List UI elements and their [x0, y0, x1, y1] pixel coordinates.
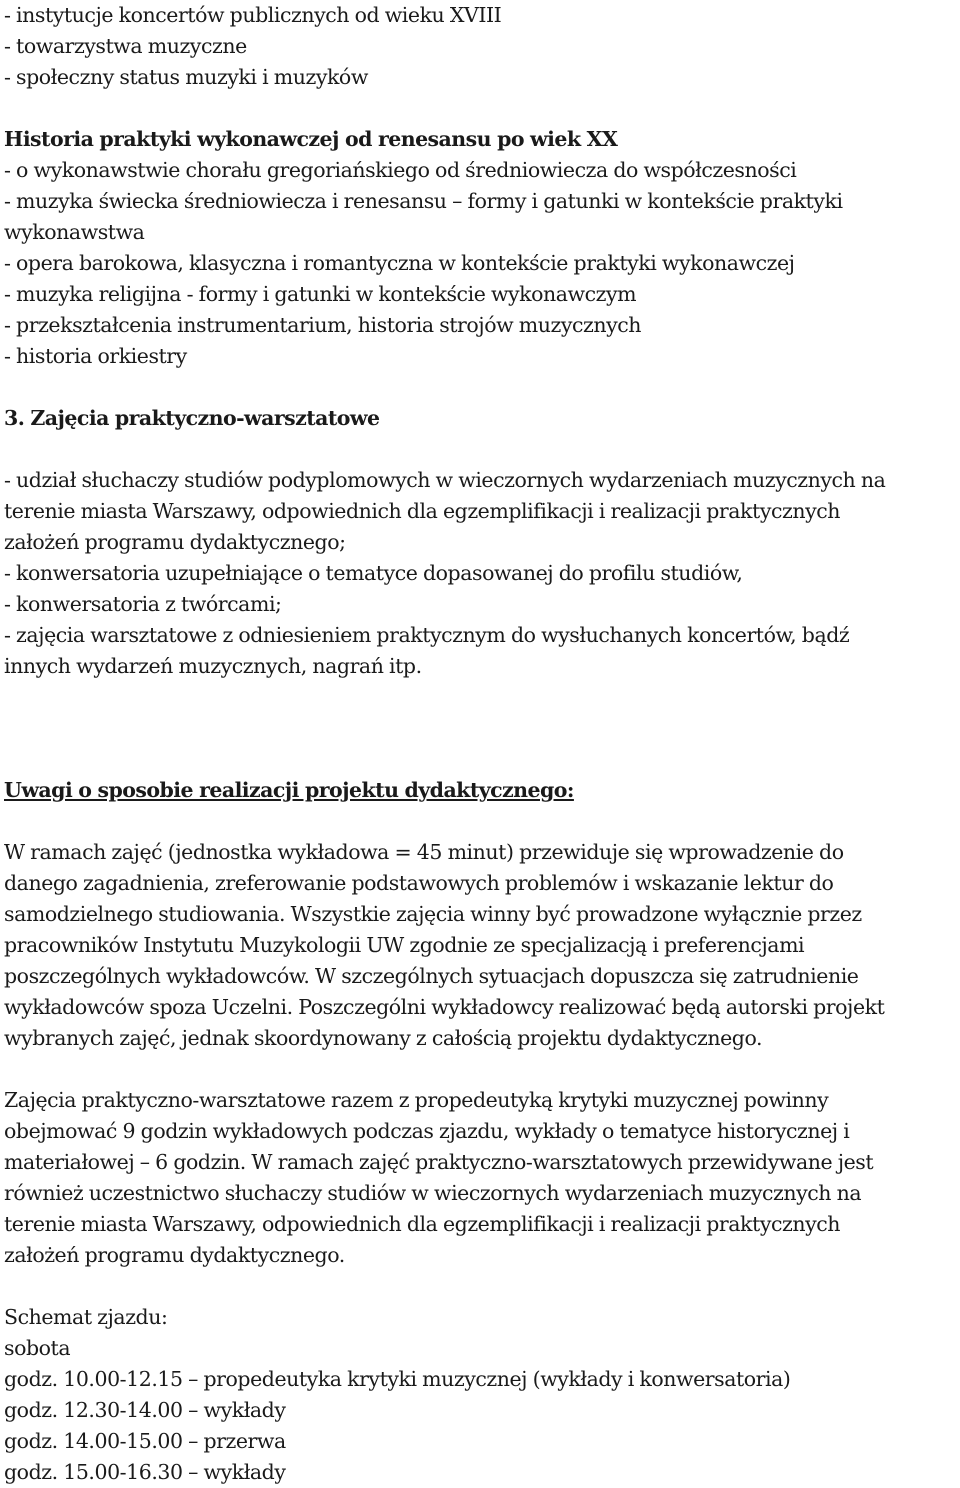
paragraph-line: również uczestnictwo słuchaczy studiów w wieczornych wydarzeniach muzycznych na: [4, 1181, 862, 1205]
intro-list: [4, 0, 956, 93]
paragraph-line: materiałowej – 6 godzin. W ramach zajęć praktyczno-warsztatowych przewidywane jest: [4, 1150, 874, 1174]
paragraph-line: pracowników Instytutu Muzykologii UW zgodnie ze specjalizacją i preferencjami: [4, 933, 805, 957]
list-item: - muzyka religijna - formy i gatunki w kontekście wykonawczym: [4, 282, 637, 306]
paragraph-line: danego zagadnienia, zreferowanie podstawowych problemów i wskazanie lektur do: [4, 871, 834, 895]
paragraph-line: terenie miasta Warszawy, odpowiednich dla egzemplifikacji i realizacji praktycznych: [4, 1212, 840, 1236]
paragraph-line: obejmować 9 godzin wykładowych podczas zjazdu, wykłady o tematyce historycznej i: [4, 1119, 850, 1143]
list-item: - opera barokowa, klasyczna i romantyczna w kontekście praktyki wykonawczej: [4, 251, 795, 275]
paragraph: [4, 1085, 956, 1271]
schedule-section: [4, 1302, 956, 1488]
list-item: - zajęcia warsztatowe z odniesieniem praktycznym do wysłuchanych koncertów, bądź: [4, 623, 850, 647]
schedule-title: Schemat zjazdu:: [4, 1305, 168, 1329]
list-item: - towarzystwa muzyczne: [4, 34, 247, 58]
schedule-item: godz. 14.00-15.00 – przerwa: [4, 1429, 286, 1453]
section-heading: 3. Zajęcia praktyczno-warsztatowe: [4, 406, 380, 430]
paragraph-line: poszczególnych wykładowców. W szczególnych sytuacjach dopuszcza się zatrudnienie: [4, 964, 859, 988]
paragraph-line: wybranych zajęć, jednak skoordynowany z całością projektu dydaktycznego.: [4, 1026, 763, 1050]
list-item: - konwersatoria uzupełniające o tematyce dopasowanej do profilu studiów,: [4, 561, 743, 585]
remarks-section: [4, 775, 956, 1271]
list-item: - społeczny status muzyki i muzyków: [4, 65, 368, 89]
list-item: - muzyka świecka średniowiecza i renesansu – formy i gatunki w kontekście praktyki: [4, 189, 843, 213]
list-item: - przekształcenia instrumentarium, historia strojów muzycznych: [4, 313, 642, 337]
list-item: terenie miasta Warszawy, odpowiednich dla egzemplifikacji i realizacji praktycznych: [4, 499, 840, 523]
paragraph: [4, 837, 956, 1054]
list-item: - konwersatoria z twórcami;: [4, 592, 282, 616]
schedule-item: godz. 15.00-16.30 – wykłady: [4, 1460, 286, 1484]
paragraph-line: Zajęcia praktyczno-warsztatowe razem z propedeutyką krytyki muzycznej powinny: [4, 1088, 829, 1112]
practical-section: [4, 403, 956, 682]
document-page: [4, 0, 956, 1488]
paragraph-line: wykładowców spoza Uczelni. Poszczególni wykładowcy realizować będą autorski projekt: [4, 995, 885, 1019]
list-item: - instytucje koncertów publicznych od wieku XVIII: [4, 3, 502, 27]
history-section: [4, 124, 956, 372]
section-heading: Historia praktyki wykonawczej od renesansu po wiek XX: [4, 127, 618, 151]
list-item: wykonawstwa: [4, 220, 145, 244]
paragraph-line: samodzielnego studiowania. Wszystkie zajęcia winny być prowadzone wyłącznie przez: [4, 902, 862, 926]
list-item: innych wydarzeń muzycznych, nagrań itp.: [4, 654, 422, 678]
schedule-item: godz. 12.30-14.00 – wykłady: [4, 1398, 286, 1422]
schedule-item: godz. 10.00-12.15 – propedeutyka krytyki muzycznej (wykłady i konwersatoria): [4, 1367, 791, 1391]
list-item: - o wykonawstwie chorału gregoriańskiego od średniowiecza do współczesności: [4, 158, 797, 182]
list-item: - udział słuchaczy studiów podyplomowych w wieczornych wydarzeniach muzycznych na: [4, 468, 886, 492]
section-heading: Uwagi o sposobie realizacji projektu dydaktycznego:: [4, 778, 574, 802]
paragraph-line: W ramach zajęć (jednostka wykładowa = 45 minut) przewiduje się wprowadzenie do: [4, 840, 844, 864]
schedule-day: sobota: [4, 1336, 71, 1360]
list-item: - historia orkiestry: [4, 344, 187, 368]
paragraph-line: założeń programu dydaktycznego.: [4, 1243, 345, 1267]
list-item: założeń programu dydaktycznego;: [4, 530, 346, 554]
